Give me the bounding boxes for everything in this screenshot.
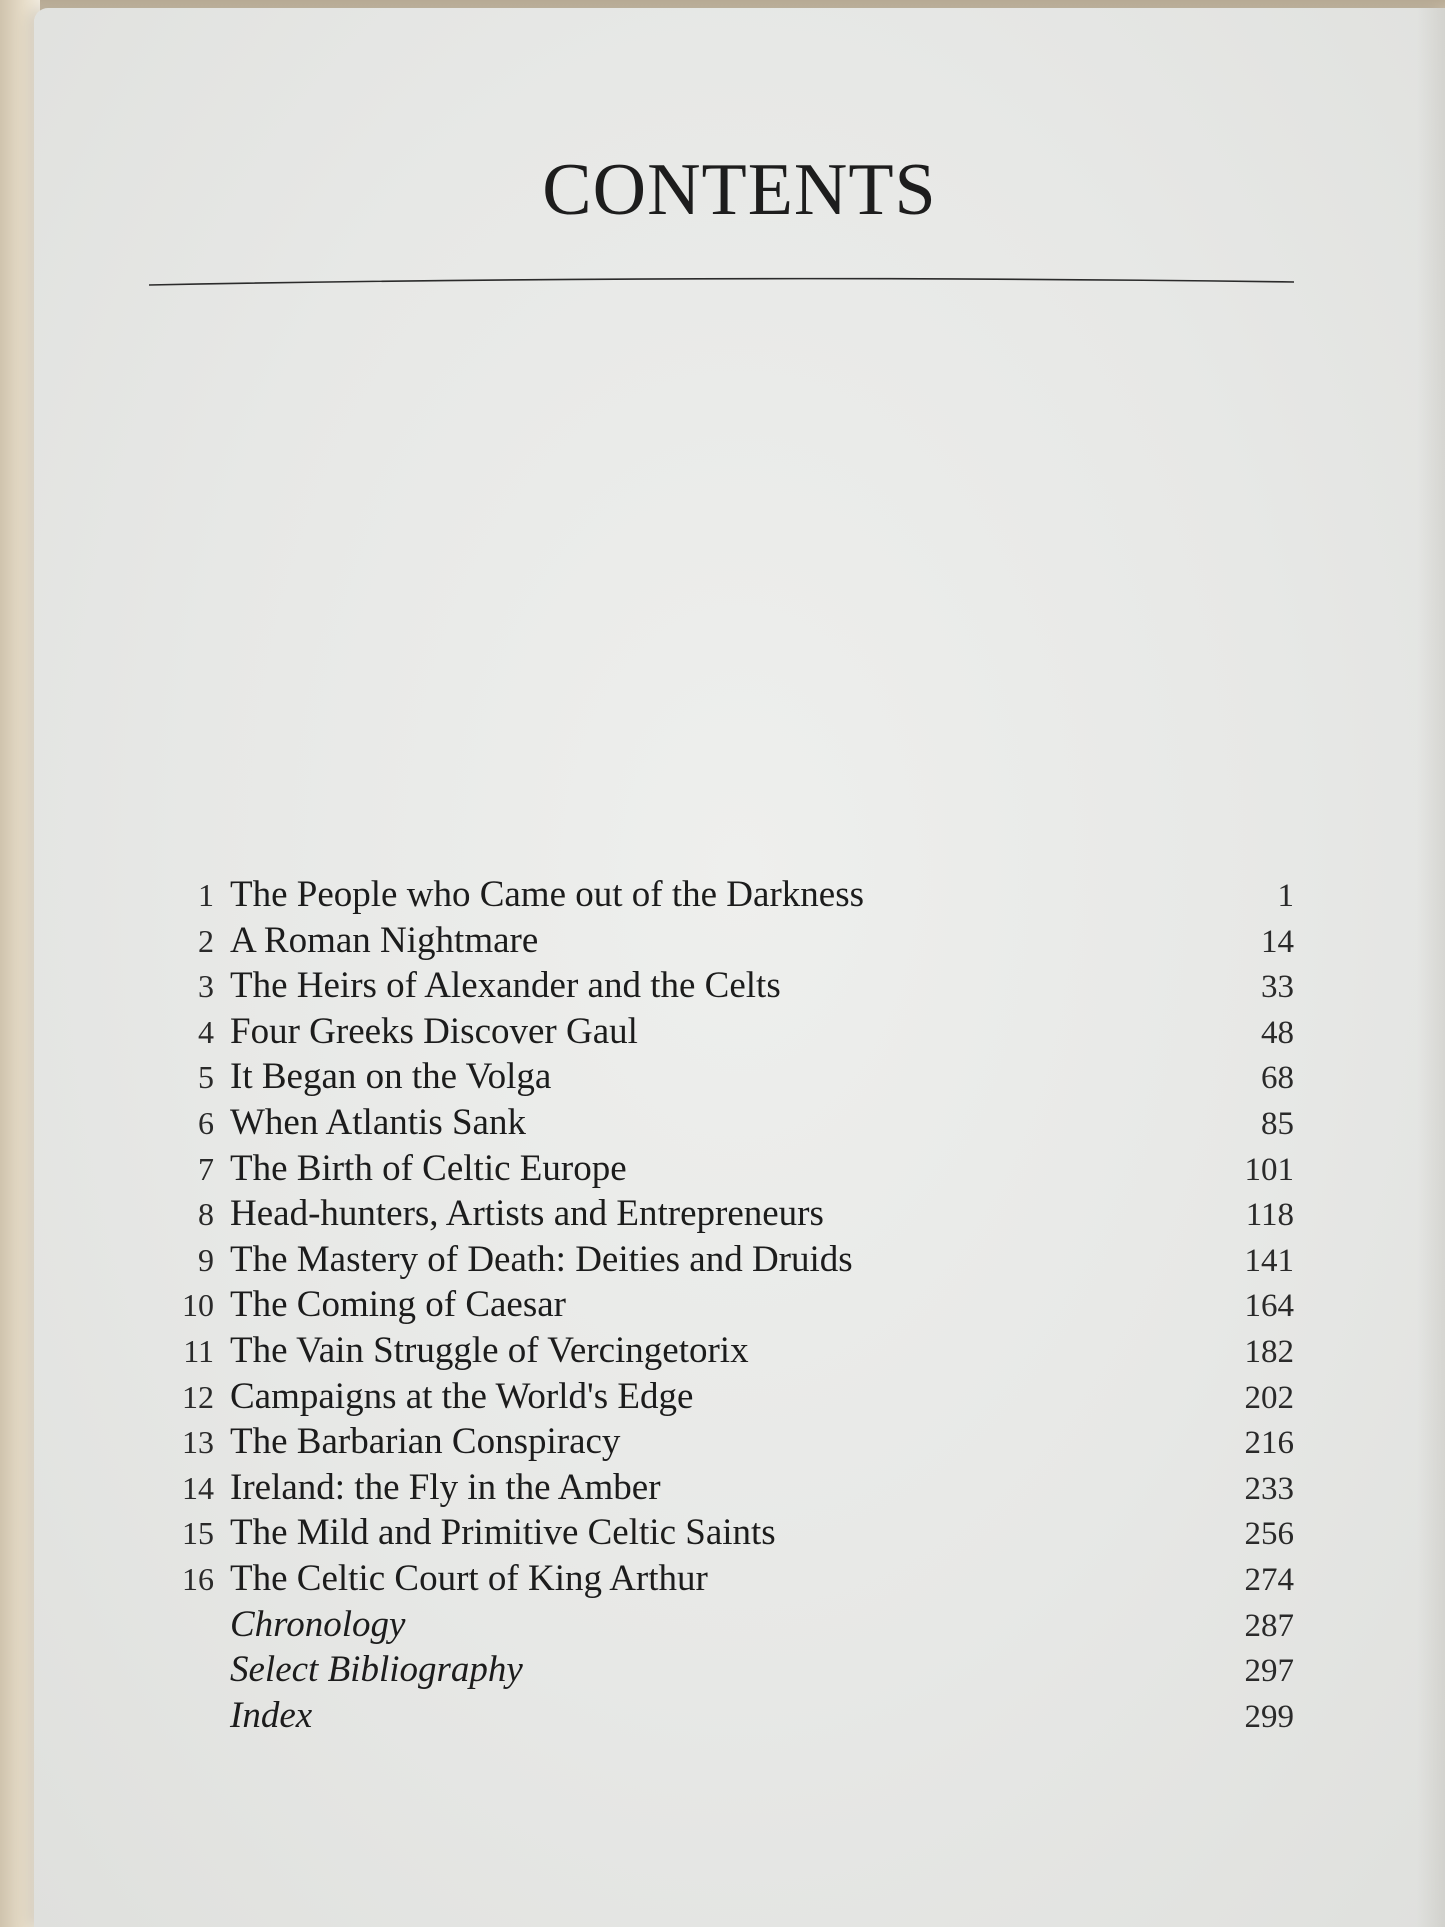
table-of-contents [154,872,1294,1738]
page-number: 164 [1244,1288,1294,1325]
chapter-title: The Barbarian Conspiracy [230,1421,621,1463]
chapter-title: Campaigns at the World's Edge [230,1375,694,1417]
toc-entry[interactable] [154,1556,1294,1602]
page-number: 118 [1245,1197,1294,1234]
chapter-title: When Atlantis Sank [230,1101,526,1143]
toc-entry[interactable] [154,1146,1294,1192]
page-number: 274 [1244,1561,1294,1598]
chapter-title: The Coming of Caesar [230,1284,566,1326]
page-number: 216 [1244,1425,1294,1462]
toc-entry[interactable] [154,1282,1294,1328]
chapter-number: 16 [182,1560,214,1597]
page-number: 85 [1261,1105,1294,1142]
page-number: 33 [1261,969,1294,1006]
toc-entry-back-matter[interactable] [154,1647,1294,1693]
chapter-number: 15 [182,1515,214,1552]
page-number: 202 [1244,1379,1294,1416]
chapter-title: The Birth of Celtic Europe [230,1147,627,1189]
page-number: 1 [1277,878,1294,914]
page-number: 287 [1244,1607,1294,1644]
toc-entry[interactable] [154,1465,1294,1511]
chapter-number: 8 [198,1196,214,1233]
chapter-title: It Began on the Volga [230,1056,552,1098]
toc-entry[interactable] [154,1191,1294,1237]
toc-entry[interactable] [154,872,1294,918]
chapter-number: 6 [198,1104,214,1141]
page-number: 14 [1261,923,1294,960]
page-number: 68 [1261,1060,1294,1097]
book-page [34,8,1445,1927]
chapter-title: Ireland: the Fly in the Amber [230,1466,661,1508]
page-number: 233 [1244,1470,1294,1507]
chapter-number: 13 [182,1424,214,1461]
chapter-number: 11 [183,1332,214,1369]
title-rule [149,276,1294,288]
page-number: 297 [1244,1653,1294,1690]
toc-entry-back-matter[interactable] [154,1602,1294,1648]
page-number: 101 [1244,1151,1294,1188]
chapter-number: 3 [198,968,214,1005]
chapter-title: Four Greeks Discover Gaul [230,1010,638,1052]
toc-entry[interactable] [154,1237,1294,1283]
toc-entry[interactable] [154,1374,1294,1420]
chapter-title: The Heirs of Alexander and the Celts [230,965,781,1007]
chapter-number: 12 [182,1378,214,1415]
toc-entry[interactable] [154,963,1294,1009]
chapter-title: The Vain Struggle of Vercingetorix [230,1329,749,1371]
chapter-title: The Celtic Court of King Arthur [230,1557,708,1599]
toc-entry[interactable] [154,1054,1294,1100]
chapter-number: 1 [198,877,214,913]
toc-entry[interactable] [154,1510,1294,1556]
back-matter-title: Index [230,1694,313,1736]
toc-entry[interactable] [154,918,1294,964]
chapter-title: A Roman Nightmare [230,919,539,961]
toc-entry[interactable] [154,1328,1294,1374]
chapter-title: The People who Came out of the Darkness [230,874,864,915]
page-number: 141 [1244,1242,1294,1279]
toc-entry[interactable] [154,1100,1294,1146]
toc-entry[interactable] [154,1009,1294,1055]
page-number: 182 [1244,1333,1294,1370]
chapter-title: Head-hunters, Artists and Entrepreneurs [230,1193,824,1235]
chapter-title: The Mastery of Death: Deities and Druids [230,1238,853,1280]
toc-entry-back-matter[interactable] [154,1693,1294,1739]
chapter-number: 5 [198,1059,214,1096]
page-title: CONTENTS [542,149,937,231]
page-number: 256 [1244,1516,1294,1553]
chapter-title: The Mild and Primitive Celtic Saints [230,1512,776,1554]
chapter-number: 10 [182,1287,214,1324]
toc-entry[interactable] [154,1419,1294,1465]
page-number: 299 [1244,1698,1294,1735]
back-matter-title: Chronology [230,1603,406,1645]
page-number: 48 [1261,1014,1294,1051]
back-matter-title: Select Bibliography [230,1649,523,1691]
chapter-number: 7 [198,1150,214,1187]
chapter-number: 14 [182,1469,214,1506]
chapter-number: 9 [198,1241,214,1278]
chapter-number: 2 [198,922,214,959]
chapter-number: 4 [198,1013,214,1050]
